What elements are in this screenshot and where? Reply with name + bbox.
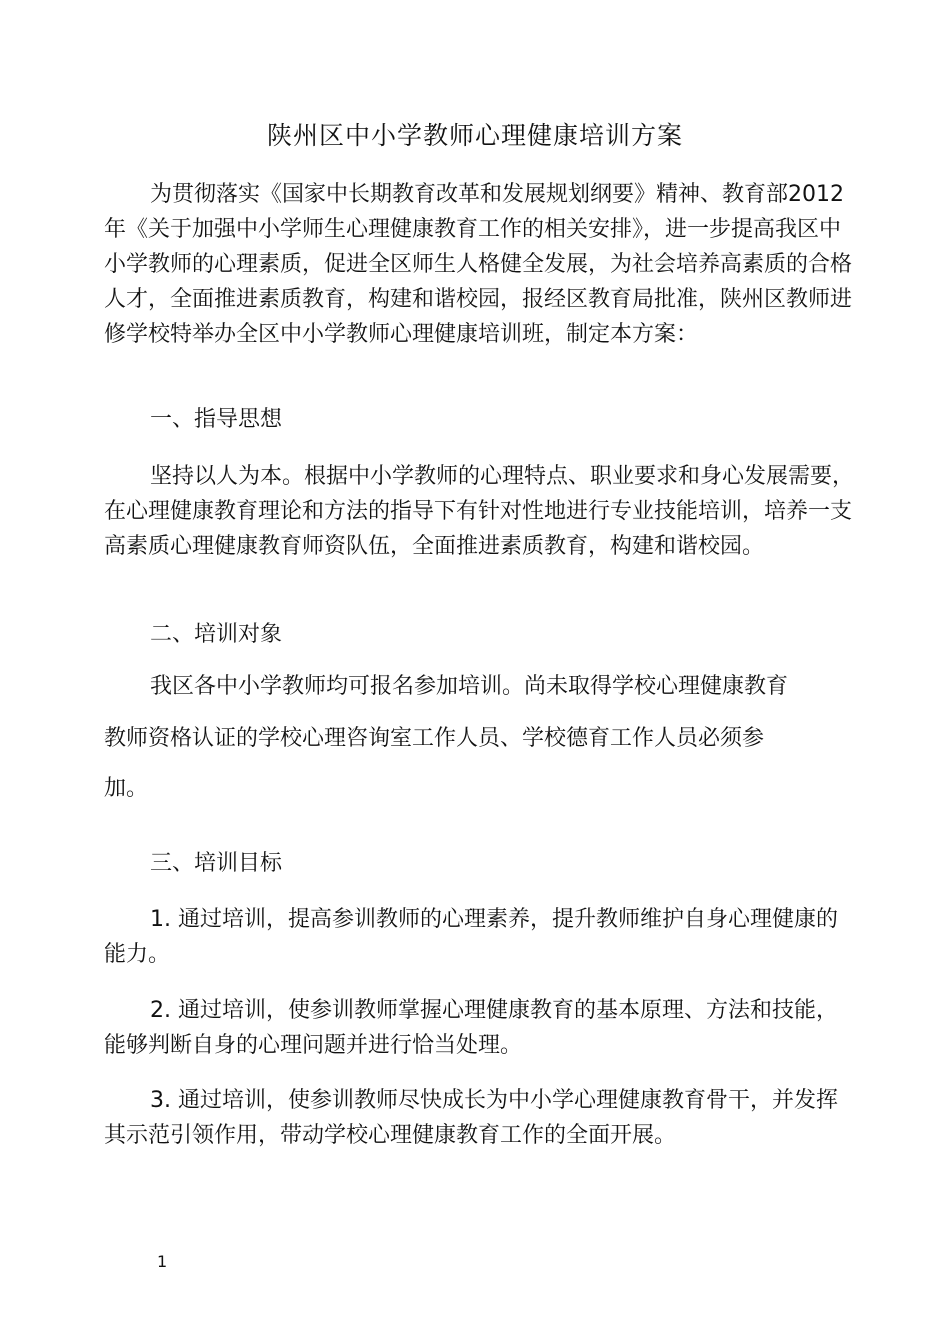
document-title: 陕州区中小学教师心理健康培训方案 (266, 121, 683, 150)
section-heading-guiding-ideology: 一、指导思想 (150, 407, 283, 432)
training-targets-line-3: 加。 (104, 776, 149, 801)
training-goal-item-1: 1. 通过培训，提高参训教师的心理素养，提升教师维护自身心理健康的能力。 (104, 907, 838, 967)
training-targets-line-2: 教师资格认证的学校心理咨询室工作人员、学校德育工作人员必须参 (104, 726, 765, 751)
training-targets-line-1: 我区各中小学教师均可报名参加培训。尚未取得学校心理健康教育 (150, 674, 789, 699)
intro-paragraph: 为贯彻落实《国家中长期教育改革和发展规划纲要》精神、教育部2012年《关于加强中小学师生心理健康教育工作的相关安排》，进一步提高我区中小学教师的心理素质，促进全区师生人格健全发展，为社会培养高素质的合格人才，全面推进素质教育，构建和谐校园，报经区教育局批准，陕州区教师进修学校特举办全区中小学教师心理健康培训班，制定本方案： (104, 182, 853, 347)
section-heading-training-goals: 三、培训目标 (150, 851, 283, 876)
training-goal-item-3: 3. 通过培训，使参训教师尽快成长为中小学心理健康教育骨干，并发挥其示范引领作用，带动学校心理健康教育工作的全面开展。 (104, 1088, 838, 1148)
training-goal-item-2: 2. 通过培训，使参训教师掌握心理健康教育的基本原理、方法和技能，能够判断自身的心理问题并进行恰当处理。 (104, 998, 838, 1058)
section-heading-training-targets: 二、培训对象 (150, 622, 283, 647)
guiding-ideology-paragraph: 坚持以人为本。根据中小学教师的心理特点、职业要求和身心发展需要，在心理健康教育理论和方法的指导下有针对性地进行专业技能培训，培养一支高素质心理健康教育师资队伍，全面推进素质教育，构建和谐校园。 (104, 464, 855, 559)
page-number: 1 (157, 1252, 168, 1271)
